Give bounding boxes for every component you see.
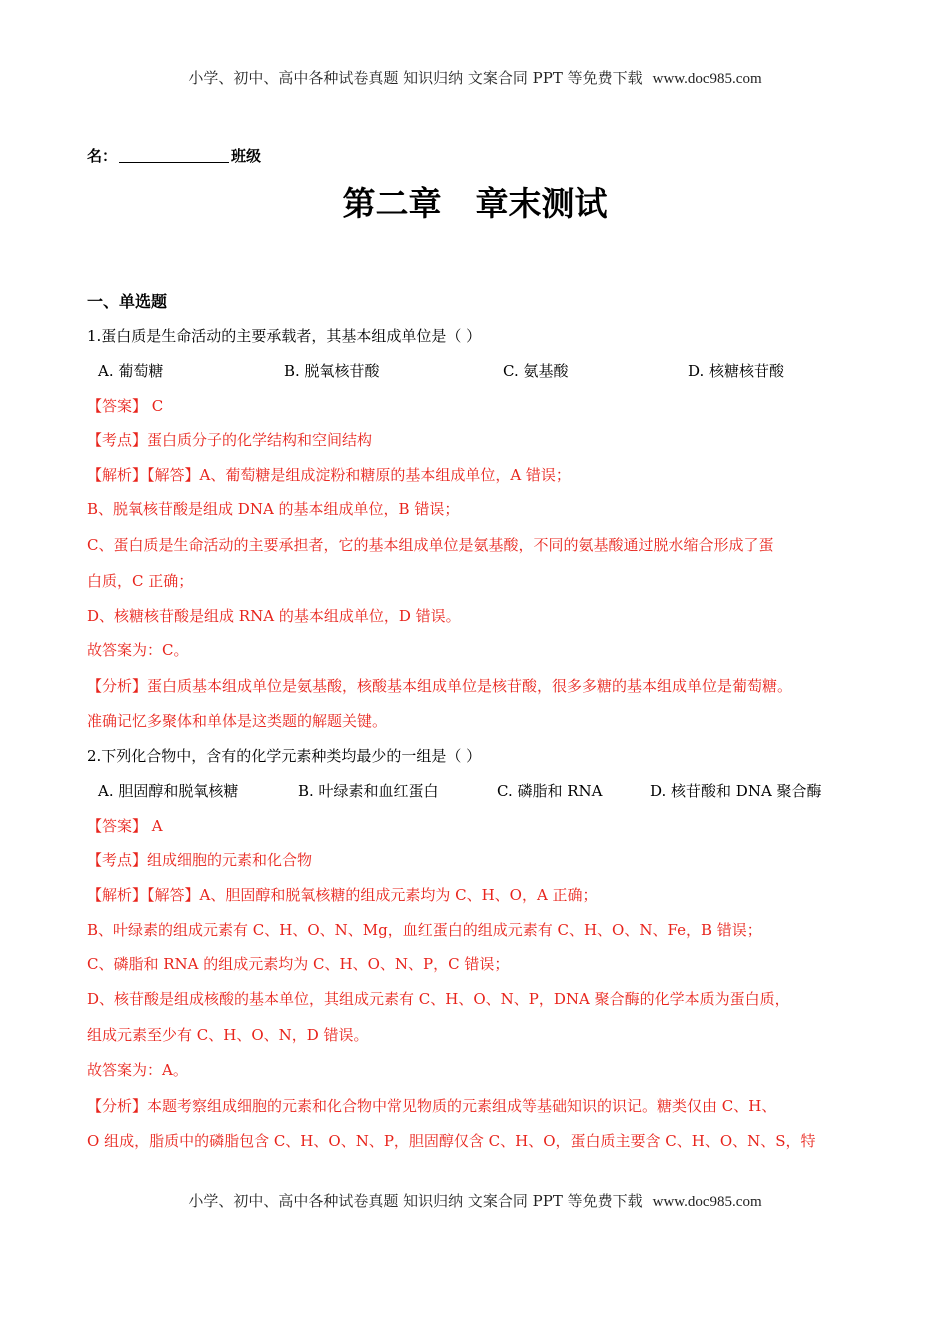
class-label: 班级	[231, 147, 262, 165]
q2-option-a: A. 胆固醇和脱氧核糖	[98, 782, 239, 800]
q2-stem: 2.下列化合物中，含有的化学元素种类均最少的一组是（ ）	[87, 747, 482, 765]
q2-analysis-line: 组成元素至少有 C、H、O、N，D 错误。	[87, 1026, 369, 1044]
header-site-link[interactable]: www.doc985.com	[652, 71, 762, 87]
q1-stem: 1.蛋白质是生命活动的主要承载者，其基本组成单位是（ ）	[87, 327, 482, 345]
q2-analysis-line: C、磷脂和 RNA 的组成元素均为 C、H、O、N、P，C 错误；	[87, 955, 510, 973]
name-class-line	[87, 145, 261, 166]
q2-comment-line: 【分析】本题考察组成细胞的元素和化合物中常见物质的元素组成等基础知识的识记。糖类仅由 C、H、	[87, 1097, 777, 1115]
q1-option-d: D. 核糖核苷酸	[688, 362, 785, 380]
q1-analysis-line: 白质，C 正确；	[87, 572, 194, 590]
title-chapter: 第二章	[342, 184, 442, 223]
footer-text: 小学、初中、高中各种试卷真题 知识归纳 文案合同 PPT 等免费下载	[188, 1192, 643, 1210]
section-heading: 一、单选题	[87, 292, 168, 311]
header-text: 小学、初中、高中各种试卷真题 知识归纳 文案合同 PPT 等免费下载	[188, 69, 643, 87]
q2-option-b: B. 叶绿素和血红蛋白	[298, 782, 439, 800]
q2-analysis-line: 【解析】【解答】A、胆固醇和脱氧核糖的组成元素均为 C、H、O，A 正确；	[87, 886, 598, 904]
q2-analysis-line: D、核苷酸是组成核酸的基本单位，其组成元素有 C、H、O、N、P，DNA 聚合酶的化学本质为蛋白质，	[87, 990, 790, 1008]
title-test: 章末测试	[475, 184, 608, 223]
q1-conclusion: 故答案为：C。	[87, 641, 189, 659]
q1-analysis-line: 【解析】【解答】A、葡萄糖是组成淀粉和糖原的基本组成单位，A 错误；	[87, 466, 571, 484]
q1-point: 【考点】蛋白质分子的化学结构和空间结构	[87, 431, 373, 449]
q2-option-d: D. 核苷酸和 DNA 聚合酶	[650, 782, 822, 800]
q1-comment-line: 准确记忆多聚体和单体是这类题的解题关键。	[87, 712, 388, 730]
page-title	[0, 178, 950, 225]
q2-conclusion: 故答案为：A。	[87, 1061, 188, 1079]
q1-option-c: C. 氨基酸	[503, 362, 569, 380]
q1-analysis-line: C、蛋白质是生命活动的主要承担者，它的基本组成单位是氨基酸，不同的氨基酸通过脱水缩合形成了蛋	[87, 536, 774, 554]
q2-point: 【考点】组成细胞的元素和化合物	[87, 851, 313, 869]
q2-option-c: C. 磷脂和 RNA	[497, 782, 603, 800]
q1-comment-line: 【分析】蛋白质基本组成单位是氨基酸，核酸基本组成单位是核苷酸，很多多糖的基本组成单位是葡萄糖。	[87, 677, 793, 695]
name-blank	[119, 148, 229, 163]
q2-analysis-line: B、叶绿素的组成元素有 C、H、O、N、Mg，血红蛋白的组成元素有 C、H、O、N、Fe，B 错误；	[87, 921, 762, 939]
footer-site-link[interactable]: www.doc985.com	[652, 1194, 762, 1210]
q1-analysis-line: D、核糖核苷酸是组成 RNA 的基本组成单位，D 错误。	[87, 607, 461, 625]
q2-answer: 【答案】 A	[87, 817, 163, 835]
q1-answer: 【答案】 C	[87, 397, 164, 415]
q1-option-a: A. 葡萄糖	[98, 362, 164, 380]
q1-analysis-line: B、脱氧核苷酸是组成 DNA 的基本组成单位，B 错误；	[87, 500, 460, 518]
page-header	[0, 67, 950, 88]
q1-option-b: B. 脱氧核苷酸	[284, 362, 380, 380]
name-label: 名：	[87, 147, 118, 165]
q2-comment-line: O 组成，脂质中的磷脂包含 C、H、O、N、P，胆固醇仅含 C、H、O，蛋白质主要含 C、H、O、N、S，特	[87, 1132, 816, 1150]
page-footer	[0, 1190, 950, 1211]
